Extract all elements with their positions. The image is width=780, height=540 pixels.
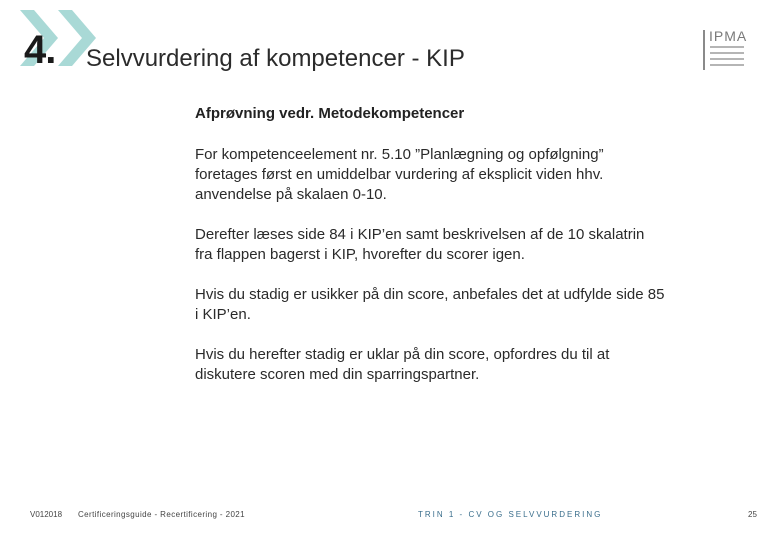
section-number: 4. bbox=[24, 28, 56, 72]
main-content bbox=[195, 104, 665, 405]
ipma-logo bbox=[703, 28, 763, 76]
footer-version: V012018 bbox=[30, 510, 63, 519]
logo-text: IPMA bbox=[709, 28, 748, 44]
logo-bar bbox=[703, 30, 705, 70]
logo-tagline-icon bbox=[710, 46, 744, 70]
section-subtitle: Afprøvning vedr. Metodekompetencer bbox=[195, 105, 465, 122]
paragraph-1: For kompetenceelement nr. 5.10 ”Planlægning og opfølgning” foretages først en umiddelbar vurdering af eksplicit viden hhv. anvendelse på skalaen 0-10. bbox=[195, 146, 604, 203]
page-number: 25 bbox=[748, 510, 757, 519]
paragraph-2: Derefter læses side 84 i KIP’en samt beskrivelsen af de 10 skalatrin fra flappen bagerst i KIP, hvorefter du scorer igen. bbox=[195, 226, 645, 263]
paragraph-4: Hvis du herefter stadig er uklar på din score, opfordres du til at diskutere scoren med din sparringspartner. bbox=[195, 346, 610, 383]
footer-document-title: Certificeringsguide - Recertificering - 2021 bbox=[78, 510, 245, 519]
footer-step: TRIN 1 - CV OG SELVVURDERING bbox=[418, 510, 603, 519]
page-title: Selvvurdering af kompetencer - KIP bbox=[86, 45, 465, 72]
paragraph-3: Hvis du stadig er usikker på din score, anbefales det at udfylde side 85 i KIP’en. bbox=[195, 286, 665, 323]
